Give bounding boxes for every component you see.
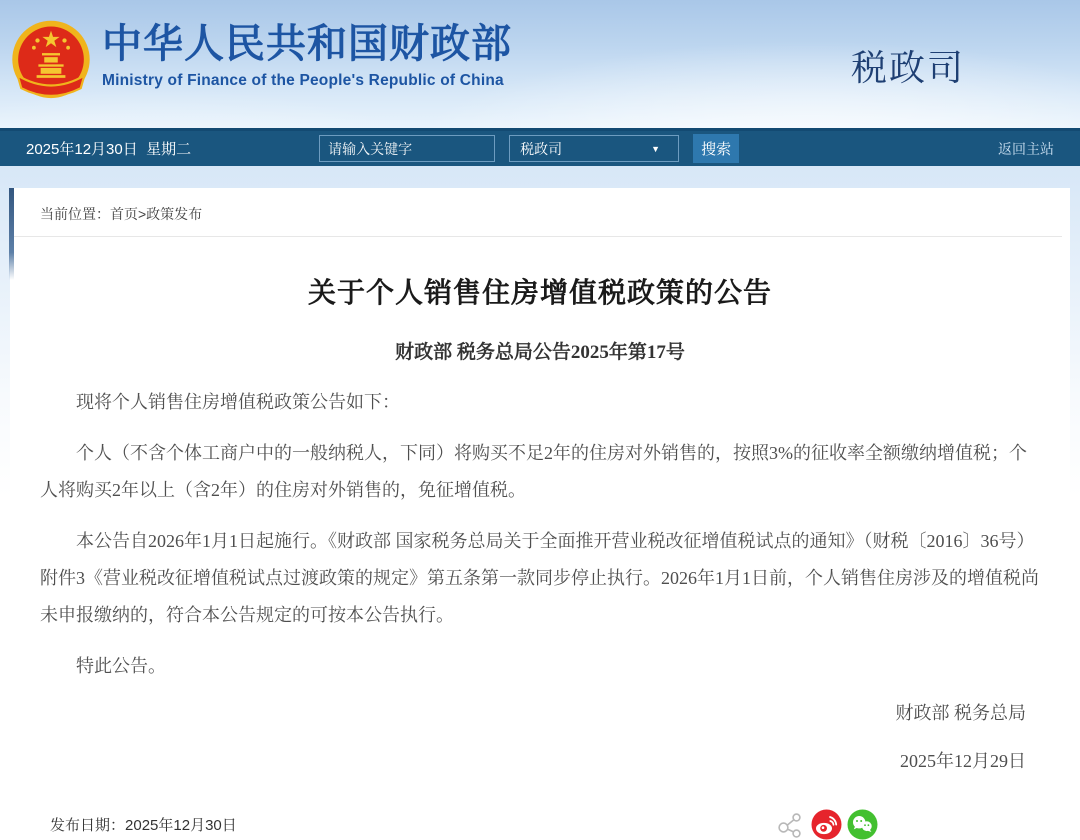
site-title: 中华人民共和国财政部 — [102, 22, 512, 66]
article-body — [40, 384, 1040, 685]
search-input[interactable] — [319, 135, 495, 162]
paragraph: 现将个人销售住房增值税政策公告如下： — [76, 392, 400, 412]
search-button[interactable]: 搜索 — [693, 134, 739, 163]
banner-left-silhouette — [9, 188, 14, 280]
breadcrumb-label: 当前位置： — [40, 206, 110, 222]
china-national-emblem-icon — [6, 16, 96, 110]
paragraph: 个人（不含个体工商户中的一般纳税人，下同）将购买不足2年的住房对外销售的，按照3%的征收率全额缴纳增值税；个人将购买2年以上（含2年）的住房对外销售的，免征增值税。 — [40, 443, 1027, 500]
breadcrumb-path[interactable]: 首页>政策发布 — [110, 206, 203, 222]
article — [10, 271, 1070, 773]
site-subtitle: Ministry of Finance of the People's Republic of China — [102, 72, 504, 89]
document-number: 财政部 税务总局公告2025年第17号 — [395, 342, 685, 363]
weibo-icon[interactable] — [811, 809, 842, 840]
department-title: 税政司 — [850, 47, 965, 88]
current-date: 2025年12月30日 星期二 — [26, 141, 192, 158]
breadcrumb — [14, 188, 1062, 237]
paragraph: 本公告自2026年1月1日起施行。《财政部 国家税务总局关于全面推开营业税改征增值税试点的通知》（财税〔2016〕36号）附件3《营业税改征增值税试点过渡政策的规定》第五条第一款同步停止执行。2026年1月1日前，个人销售住房涉及的增值税尚未申报缴纳的，符合本公告规定的可按本公告执行。 — [40, 531, 1039, 625]
article-footer — [10, 809, 1070, 840]
wechat-icon[interactable] — [847, 809, 878, 840]
content-box — [10, 188, 1070, 834]
main-area — [0, 166, 1080, 834]
issuing-agencies: 财政部 税务总局 — [895, 703, 1026, 723]
top-navbar — [0, 128, 1080, 166]
share-toolbar — [775, 809, 878, 840]
search-scope-value: 税政司 — [520, 140, 563, 157]
article-title: 关于个人销售住房增值税政策的公告 — [307, 277, 772, 308]
share-icon[interactable] — [775, 809, 806, 840]
paragraph: 特此公告。 — [76, 656, 166, 676]
return-home-link[interactable]: 返回主站 — [998, 140, 1054, 157]
signature-date: 2025年12月29日 — [900, 751, 1026, 771]
site-banner — [0, 0, 1080, 128]
chevron-down-icon: ▼ — [651, 143, 661, 154]
search-scope-select[interactable] — [509, 135, 679, 162]
publish-date: 发布日期：2025年12月30日 — [50, 817, 237, 834]
